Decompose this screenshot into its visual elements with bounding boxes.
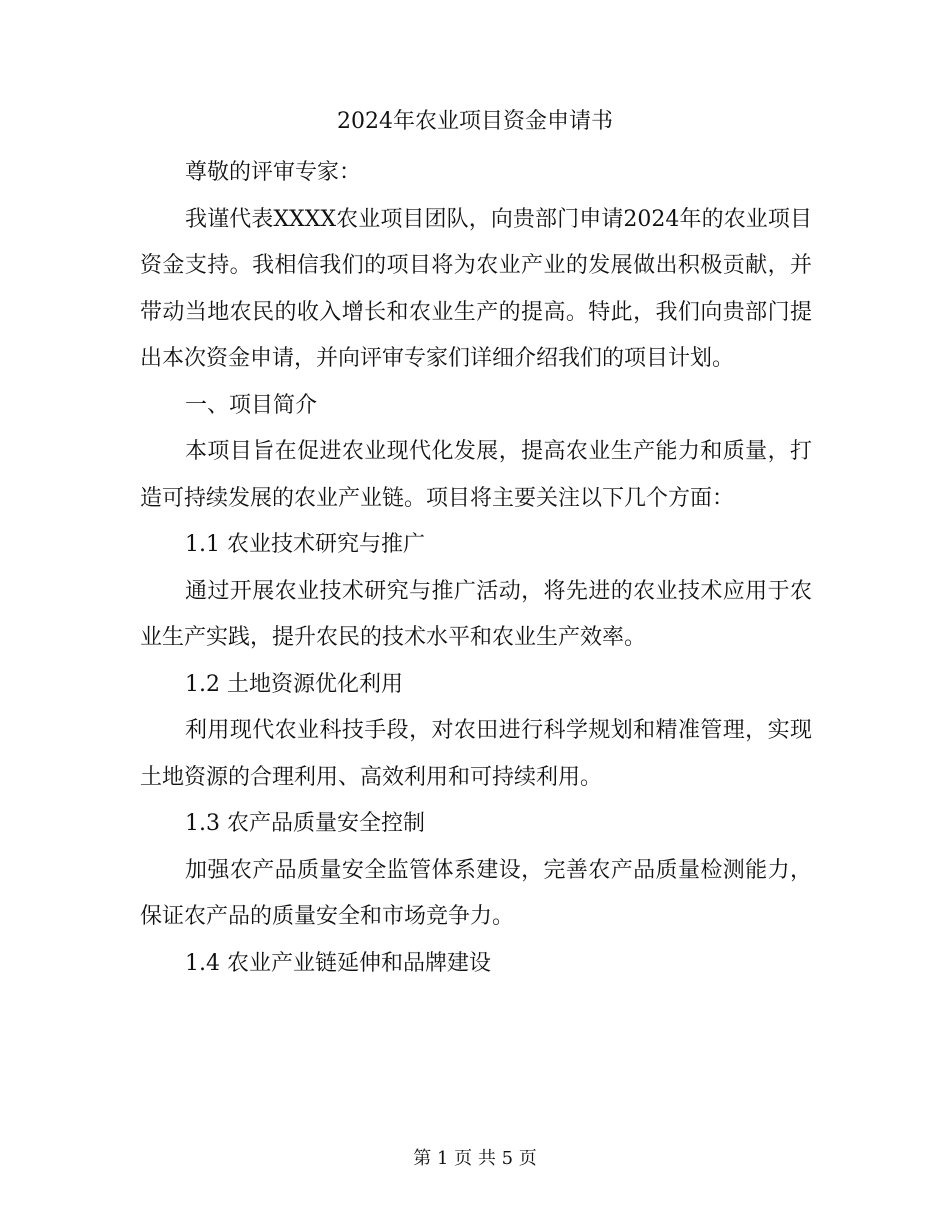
page-footer: 第 1 页 共 5 页: [413, 1148, 537, 1169]
salutation: 尊敬的评审专家：: [185, 160, 362, 185]
paragraph-1-2: 利用现代农业科技手段，对农田进行科学规划和精准管理，实现土地资源的合理利用、高效利用和可持续利用。: [140, 718, 812, 790]
paragraph-1-1: 通过开展农业技术研究与推广活动，将先进的农业技术应用于农业生产实践，提升农民的技术水平和农业生产效率。: [140, 578, 812, 650]
section-heading-project-overview: 一、项目简介: [185, 392, 318, 418]
intro-paragraph: 我谨代表XXXX农业项目团队，向贵部门申请2024年的农业项目资金支持。我相信我们的项目将为农业产业的发展做出积极贡献，并带动当地农民的收入增长和农业生产的提高。特此，我们向贵部门提出本次资金申请，并向评审专家们详细介绍我们的项目计划。: [140, 206, 812, 371]
paragraph-1-3: 加强农产品质量安全监管体系建设，完善农产品质量检测能力，保证农产品的质量安全和市场竞争力。: [140, 857, 812, 929]
subheading-1-1: 1.1 农业技术研究与推广: [185, 532, 425, 557]
document-title: 2024年农业项目资金申请书: [337, 109, 613, 134]
project-overview-paragraph: 本项目旨在促进农业现代化发展，提高农业生产能力和质量，打造可持续发展的农业产业链。项目将主要关注以下几个方面：: [140, 439, 812, 511]
subheading-1-3: 1.3 农产品质量安全控制: [185, 811, 425, 836]
subheading-1-4: 1.4 农业产业链延伸和品牌建设: [185, 950, 491, 976]
document-body: [140, 150, 812, 987]
subheading-1-2: 1.2 土地资源优化利用: [185, 671, 403, 697]
